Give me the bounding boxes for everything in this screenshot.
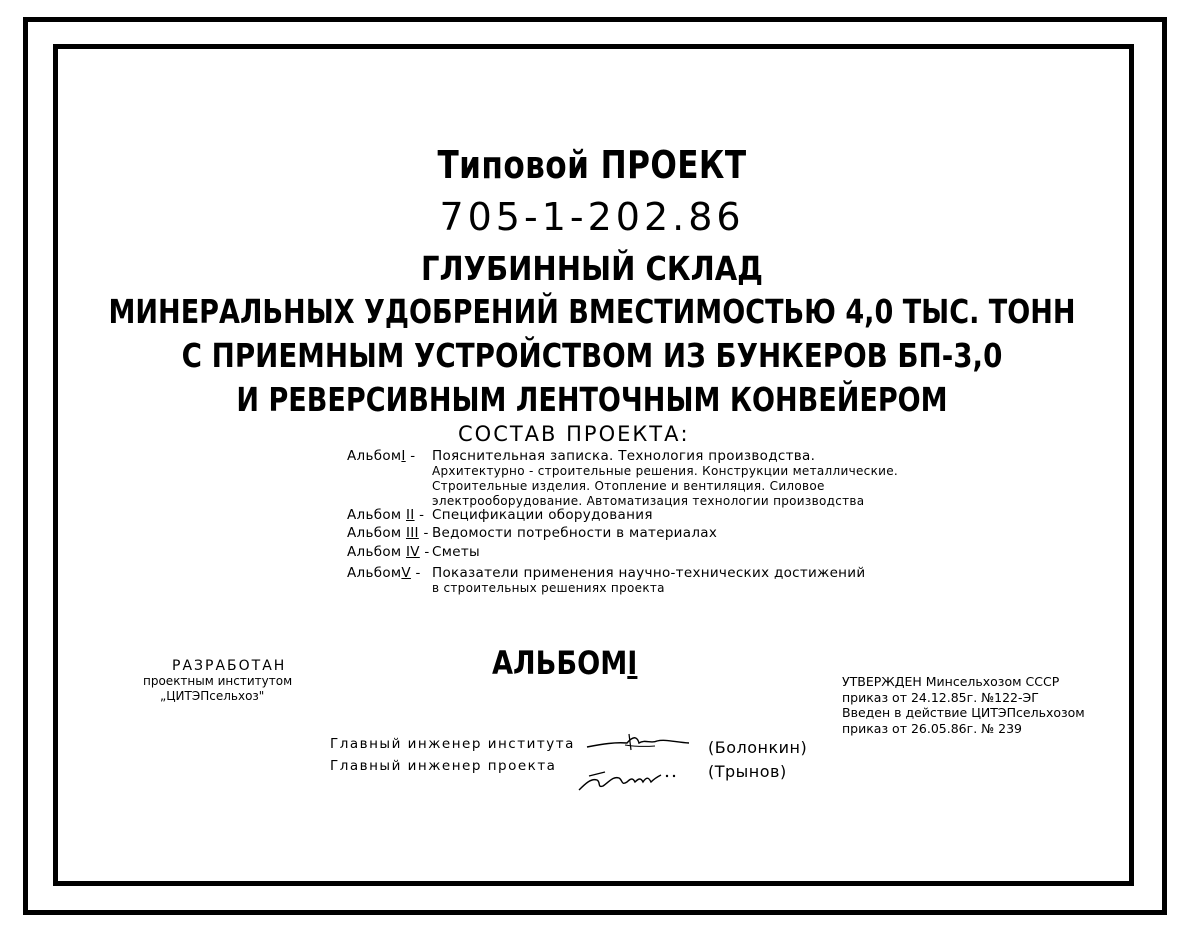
- album-title: [492, 644, 637, 682]
- title-line-1: ГЛУБИННЫЙ СКЛАД: [420, 249, 764, 288]
- album-1-numeral: I: [401, 448, 406, 464]
- album-2-numeral: II: [405, 507, 415, 523]
- album-1-line-2: Архитектурно - строительные решения. Конструкции металлические.: [432, 464, 899, 478]
- album-5-entry: [347, 566, 421, 581]
- project-number: 705-1-202.86: [439, 195, 745, 239]
- album-2-label: Альбом: [347, 507, 402, 523]
- album-3-entry: [347, 526, 429, 541]
- album-4-dash: -: [424, 544, 430, 560]
- approval-line-1: УТВЕРЖДЕН Минсельхозом СССР: [842, 674, 1060, 689]
- album-5-label: Альбом: [347, 565, 402, 581]
- album-4-entry: [347, 545, 430, 560]
- approval-line-2: приказ от 24.12.85г. №122-ЭГ: [842, 689, 1039, 705]
- album-2-entry: [347, 508, 424, 523]
- album-1-line-4: электрооборудование. Автоматизация технологии производства: [432, 494, 865, 508]
- signature-name-2: (Трынов): [708, 762, 787, 781]
- developer-institute-type: проектным институтом: [143, 674, 293, 688]
- album-1-dash: -: [410, 448, 416, 464]
- album-5-dash: -: [415, 565, 421, 581]
- title-line-4: И РЕВЕРСИВНЫМ ЛЕНТОЧНЫМ КОНВЕЙЕРОМ: [236, 380, 948, 419]
- album-1-entry: [347, 449, 415, 464]
- album-1-description: [432, 449, 898, 509]
- signature-role-1: Главный инженер института: [330, 736, 575, 752]
- album-1-label: Альбом: [347, 448, 402, 464]
- approval-line-3: Введен в действие ЦИТЭПсельхозом: [842, 705, 1085, 720]
- signature-name-1: (Болонкин): [708, 738, 808, 757]
- album-1-line-3: Строительные изделия. Отопление и вентиляция. Силовое: [432, 479, 825, 493]
- album-4-line-1: Сметы: [432, 544, 480, 560]
- approval-line-4: приказ от 26.05.86г. № 239: [842, 720, 1022, 736]
- album-5-line-2: в строительных решениях проекта: [432, 581, 665, 595]
- approval-block: [842, 674, 1085, 736]
- developer-label: РАЗРАБОТАН: [172, 658, 287, 674]
- project-type-heading: Типовой ПРОЕКТ: [437, 143, 747, 187]
- album-2-line-1: Спецификации оборудования: [432, 507, 653, 523]
- album-3-dash: -: [423, 525, 429, 541]
- album-5-numeral: V: [401, 565, 411, 581]
- album-5-line-1: Показатели применения научно-технических достижений: [432, 565, 866, 581]
- signature-role-2: Главный инженер проекта: [330, 758, 557, 774]
- album-4-label: Альбом: [347, 544, 402, 560]
- album-3-line-1: Ведомости потребности в материалах: [432, 525, 718, 541]
- album-2-dash: -: [419, 507, 425, 523]
- album-5-description: [432, 566, 865, 596]
- album-3-label: Альбом: [347, 525, 402, 541]
- album-title-word: АЛЬБОМ: [492, 644, 628, 682]
- title-line-2: МИНЕРАЛЬНЫХ УДОБРЕНИЙ ВМЕСТИМОСТЬЮ 4,0 ТЫС. ТОНН: [108, 292, 1076, 331]
- album-4-numeral: IV: [405, 544, 420, 560]
- album-1-line-1: Пояснительная записка. Технология производства.: [432, 448, 816, 464]
- album-3-numeral: III: [405, 525, 419, 541]
- title-line-3: С ПРИЕМНЫМ УСТРОЙСТВОМ ИЗ БУНКЕРОВ БП-3,0: [181, 336, 1003, 375]
- handwritten-signature-1: [585, 730, 695, 758]
- developer-institute-name: „ЦИТЭПсельхоз": [160, 689, 265, 703]
- handwritten-signature-2: [575, 760, 685, 796]
- album-title-numeral: I: [627, 644, 638, 682]
- contents-heading: СОСТАВ ПРОЕКТА:: [458, 422, 690, 446]
